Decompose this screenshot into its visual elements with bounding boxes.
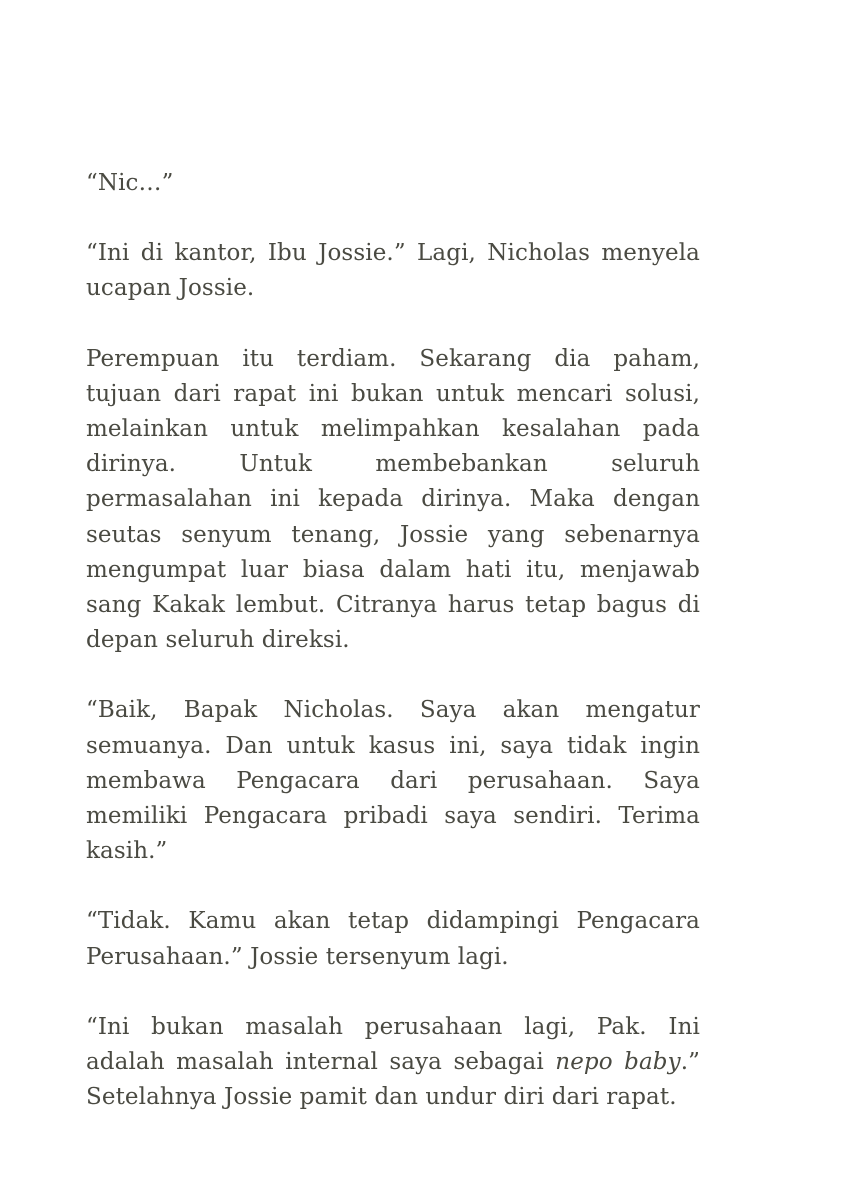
paragraph-6-italic: nepo baby bbox=[555, 1049, 681, 1076]
paragraph-6 bbox=[86, 1010, 700, 1116]
paragraph-3: Perempuan itu terdiam. Sekarang dia paham, tujuan dari rapat ini bukan untuk mencari solusi, melainkan untuk melimpahkan kesalahan pada dirinya. Untuk membebankan seluruh permasalahan ini kepada dirinya. Maka dengan seutas senyum tenang, Jossie yang sebenarnya mengumpat luar biasa dalam hati itu, menjawab sang Kakak lembut. Citranya harus tetap bagus di depan seluruh direksi. bbox=[86, 345, 700, 654]
paragraph-1: “Nic…” bbox=[86, 170, 174, 196]
paragraph-4: “Baik, Bapak Nicholas. Saya akan mengatur semuanya. Dan untuk kasus ini, saya tidak ingin membawa Pengacara dari perusahaan. Saya memiliki Pengacara pribadi saya sendiri. Terima kasih.” bbox=[86, 697, 700, 865]
paragraph-5: “Tidak. Kamu akan tetap didampingi Pengacara Perusahaan.” Jossie tersenyum lagi. bbox=[86, 908, 700, 970]
paragraph-6-before: “Ini bukan masalah perusahaan lagi, Pak. Ini adalah masalah internal saya sebagai bbox=[86, 1013, 700, 1076]
paragraph-2: “Ini di kantor, Ibu Jossie.” Lagi, Nicholas menyela ucapan Jossie. bbox=[86, 240, 700, 302]
document-page bbox=[86, 166, 700, 1115]
paragraph-6-after: .” Setelahnya Jossie pamit dan undur diri dari rapat. bbox=[86, 1049, 701, 1111]
